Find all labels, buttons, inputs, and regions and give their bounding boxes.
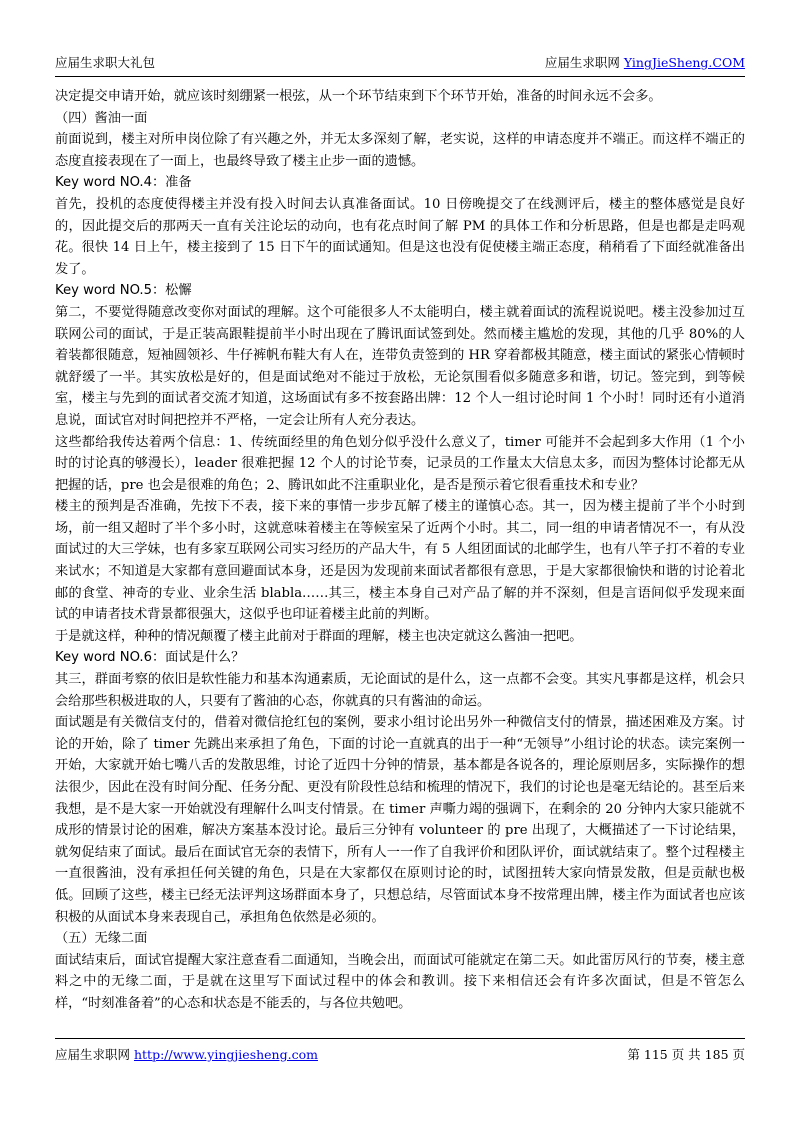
paragraph: 于是就这样，种种的情况颠覆了楼主此前对于群面的理解，楼主也决定就这么酱油一把吧。 xyxy=(55,628,583,644)
section-heading: （四）酱油一面 xyxy=(55,110,148,126)
page-number: 第 115 页 共 185 页 xyxy=(627,1047,745,1062)
paragraph: 其三，群面考察的依旧是软性能力和基本沟通素质，无论面试的是什么，这一点都不会变。其实凡事都是这样，机会只会给那些积极进取的人，只要有了酱油的心态，你就真的只有酱油的命运。 xyxy=(55,672,745,709)
paragraph: 楼主的预判是否准确，先按下不表，接下来的事情一步步瓦解了楼主的谨慎心态。其一，因为楼主提前了半个小时到场，前一组又超时了半个多小时，这就意味着楼主在等候室呆了近两个小时。其二，同一组的申请者情况不一，有从没面试过的大三学妹，也有多家互联网公司实习经历的产品大牛，有 5 人组团面试的北邮学生，也有八竿子打不着的专业来试水；不知道是大家都有意回避面试本身，还是因为发现前来面试者都很有意思，于是大家都很愉快和谐的讨论着北邮的食堂、神奇的专业、业余生活 blabla……其三，楼主本身自己对产品了解的并不深刻，但是言语间似乎发现来面试的申请者技术背景都很强大，这似乎也印证着楼主此前的判断。 xyxy=(55,499,745,623)
header-site xyxy=(545,53,745,71)
paragraph: 这些都给我传达着两个信息：1、传统面经里的角色划分似乎没什么意义了，timer 可能并不会起到多大作用（1 个小时的讨论真的够漫长），leader 很难把握 12 个人的讨论节奏，记录员的工作量太大信息太多，而因为整体讨论都无从把握的话，pre 也会是很难的角色；2、腾讯如此不注重职业化，是否是预示着它很看重技术和专业？ xyxy=(55,434,745,493)
page-header xyxy=(55,52,745,77)
footer-site xyxy=(55,1045,318,1063)
keyword-heading: Key word NO.5：松懈 xyxy=(55,283,192,299)
footer-site-link[interactable]: http://www.yingjiesheng.com xyxy=(133,1047,318,1062)
paragraph: 前面说到，楼主对所申岗位除了有兴趣之外，并无太多深刻了解，老实说，这样的申请态度并不端正。而这样不端正的态度直接表现在了一面上，也最终导致了楼主止步一面的遗憾。 xyxy=(55,132,745,169)
paragraph: 面试题是有关微信支付的，借着对微信抢红包的案例，要求小组讨论出另外一种微信支付的情景，描述困难及方案。讨论的开始，除了 timer 先跳出来承担了角色，下面的讨论一直就真的出于一种“无领导”小组讨论的状态。读完案例一开始，大家就开始七嘴八舌的发散思维，讨论了近四十分钟的情景，基本都是各说各的，理论原则居多，实际操作的想法很少，因此在没有时间分配、任务分配、更没有阶段性总结和梳理的情况下，我们的讨论也是毫无结论的。甚至后来我想，是不是大家一开始就没有理解什么叫支付情景。在 timer 声嘶力竭的强调下，在剩余的 20 分钟内大家只能就不成形的情景讨论的困难，解决方案基本没讨论。最后三分钟有 volunteer 的 pre 出现了，大概描述了一下讨论结果，就匆促结束了面试。最后在面试官无奈的表情下，所有人一一作了自我评价和团队评价，面试就结束了。整个过程楼主一直很酱油，没有承担任何关键的角色，只是在大家都仅在原则讨论的时，试图扭转大家向情景发散，但是贡献也极低。回顾了这些，楼主已经无法评判这场群面本身了，只想总结，尽管面试本身不按常理出牌，楼主作为面试者也应该积极的从面试本身来表现自己，承担角色依然是必须的。 xyxy=(55,715,745,925)
paragraph: 决定提交申请开始，就应该时刻绷紧一根弦，从一个环节结束到下个环节开始，准备的时间永远不会多。 xyxy=(55,89,662,104)
header-site-link[interactable]: YingJieSheng.COM xyxy=(623,55,745,70)
document-body xyxy=(55,86,745,1015)
paragraph: 第二，不要觉得随意改变你对面试的理解。这个可能很多人不太能明白，楼主就着面试的流程说说吧。楼主没参加过互联网公司的面试，于是正装高跟鞋提前半小时出现在了腾讯面试签到处。然而楼主尴尬的发现，其他的几乎 80%的人着装都很随意，短袖圆领衫、牛仔裤帆布鞋大有人在，连带负责签到的 HR 穿着都极其随意，楼主面试的紧张心情顿时就舒缓了一半。其实放松是好的，但是面试绝对不能过于放松，无论氛围看似多随意多和谐，切记。签完到，到等候室，楼主与先到的面试者交流才知道，这场面试有多不按套路出牌：12 个人一组讨论时间 1 个小时！同时还有小道消息说，面试官对时间把控并不严格，一定会让所有人充分表达。 xyxy=(55,304,745,428)
keyword-heading: Key word NO.4：准备 xyxy=(55,175,192,191)
section-heading: （五）无缘二面 xyxy=(55,931,148,947)
page-footer xyxy=(55,1038,745,1063)
paragraph: 首先，投机的态度使得楼主并没有投入时间去认真准备面试。10 日傍晚提交了在线测评后，楼主的整体感觉是良好的，因此提交后的那两天一直有关注论坛的动向，也有花点时间了解 PM 的具体工作和分析思路，但是也都是走吗观花。很快 14 日上午，楼主接到了 15 日下午的面试通知。但是这也没有促使楼主端正态度，稍稍看了下面经就准备出发了。 xyxy=(55,196,745,277)
header-title: 应届生求职大礼包 xyxy=(55,55,156,70)
header-site-label: 应届生求职网 xyxy=(544,55,624,70)
paragraph: 面试结束后，面试官提醒大家注意查看二面通知，当晚会出，而面试可能就定在第二天。如此雷厉风行的节奏，楼主意料之中的无缘二面，于是就在这里写下面试过程中的体会和教训。接下来相信还会有许多次面试，但是不管怎么样，“时刻准备着”的心态和状态是不能丢的，与各位共勉吧。 xyxy=(55,952,745,1011)
footer-site-label: 应届生求职网 xyxy=(55,1047,134,1062)
keyword-heading: Key word NO.6：面试是什么？ xyxy=(55,650,245,666)
